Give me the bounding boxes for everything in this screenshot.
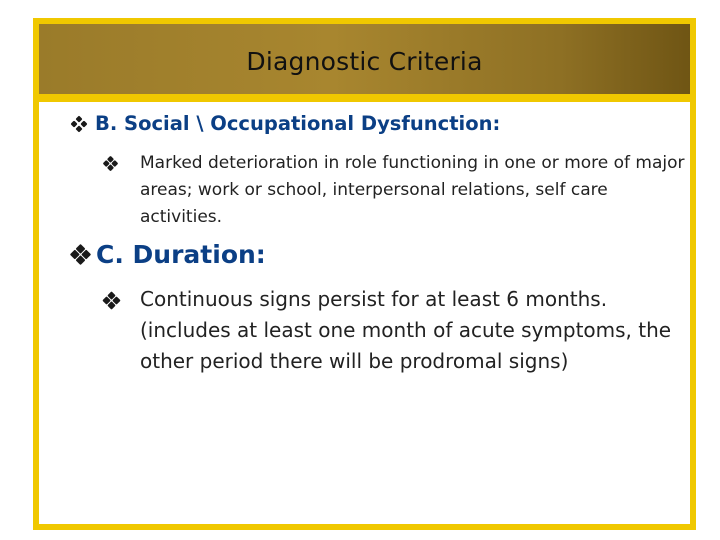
title-bar: [39, 24, 690, 94]
list-item: [105, 150, 685, 231]
slide-frame: [33, 18, 696, 530]
section-heading-c: [73, 240, 266, 269]
list-item-text: Marked deterioration in role functioning in one or more of major areas; work or school, interpersonal relations, self care activities.: [140, 153, 685, 227]
section-heading-c-text: C. Duration:: [96, 240, 266, 269]
slide-content: [39, 102, 690, 524]
list-item: [105, 284, 685, 377]
four-diamond-bullet-icon: [102, 291, 120, 309]
section-heading-b-text: B. Social \ Occupational Dysfunction:: [95, 112, 501, 135]
four-diamond-bullet-icon: [71, 115, 88, 132]
list-item-text: Continuous signs persist for at least 6 months. (includes at least one month of acute symptoms, the other period there will be prodromal signs): [140, 287, 672, 373]
slide-title: Diagnostic Criteria: [246, 46, 483, 76]
four-diamond-bullet-icon: [103, 155, 119, 171]
section-heading-b: [73, 112, 500, 135]
four-diamond-bullet-icon: [70, 244, 91, 265]
